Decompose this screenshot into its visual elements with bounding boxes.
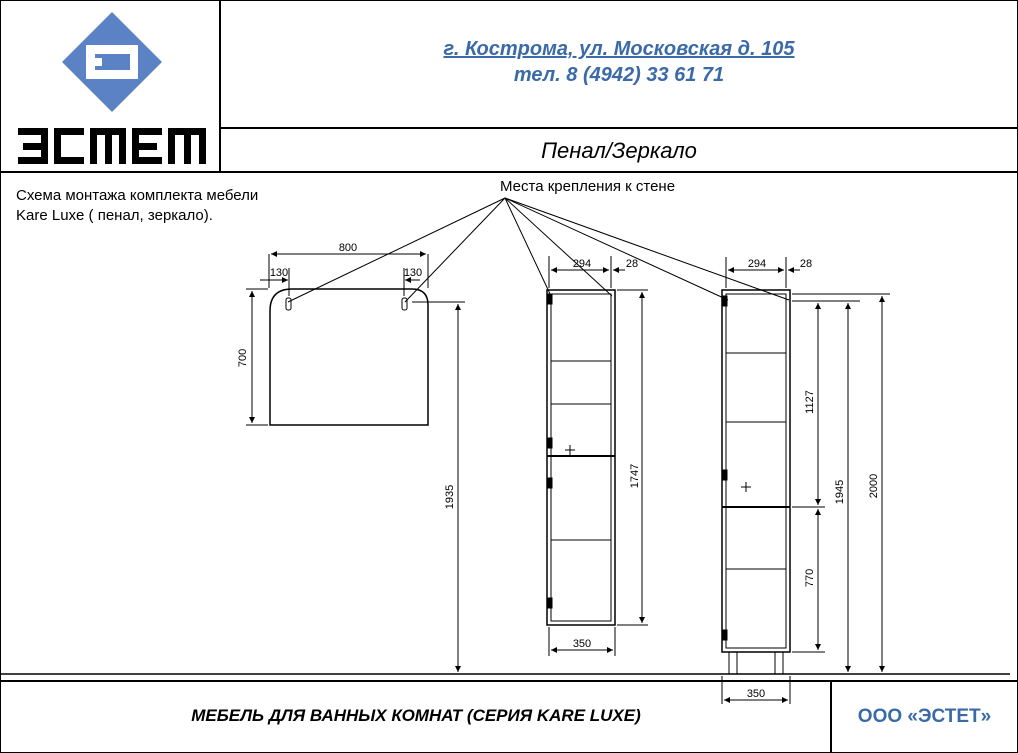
footer-divider-vertical xyxy=(830,680,832,752)
mirror-left-offset-label: 130 xyxy=(269,267,289,279)
mount-leaders xyxy=(288,198,789,302)
mirror-height-label: 700 xyxy=(237,348,249,368)
footer-company: ООО «ЭСТЕТ» xyxy=(857,706,992,727)
cabinet-2-mount-height-label: 1945 xyxy=(834,479,846,505)
mirror-width-label: 800 xyxy=(338,242,358,254)
description-line-1: Схема монтажа комплекта мебели xyxy=(16,187,259,204)
cabinet-1-depth-label: 294 xyxy=(572,258,592,270)
cabinet-1-height-label: 1747 xyxy=(629,463,641,489)
phone-text: тел. 8 (4942) 33 61 71 xyxy=(513,64,725,86)
cabinet-2 xyxy=(722,257,890,674)
description-line-2: Kare Luxe ( пенал, зеркало). xyxy=(16,207,213,224)
cabinet-2-lower-label: 770 xyxy=(804,568,816,588)
cabinet-2-depth-label: 294 xyxy=(747,258,767,270)
cabinet-2-total-height-label: 2000 xyxy=(868,473,880,499)
address-link[interactable]: г. Кострома, ул. Московская д. 105 xyxy=(443,38,795,60)
cabinet-2-width-label: 350 xyxy=(746,688,766,700)
mirror-right-offset-label: 130 xyxy=(403,267,423,279)
cabinet-1-back-label: 28 xyxy=(625,258,639,270)
mirror xyxy=(246,254,465,672)
mount-points-label: Места крепления к стене xyxy=(500,178,676,195)
product-title: Пенал/Зеркало xyxy=(541,138,697,163)
footer-series-title: МЕБЕЛЬ ДЛЯ ВАННЫХ КОМНАТ (СЕРИЯ KARE LUXE) xyxy=(191,706,641,725)
footer-divider-top xyxy=(0,680,1017,682)
cabinet-1 xyxy=(547,256,648,656)
mirror-mount-height-label: 1935 xyxy=(444,484,456,510)
cabinet-1-width-label: 350 xyxy=(572,638,592,650)
cabinet-2-upper-label: 1127 xyxy=(804,390,816,414)
cabinet-2-back-label: 28 xyxy=(799,258,813,270)
